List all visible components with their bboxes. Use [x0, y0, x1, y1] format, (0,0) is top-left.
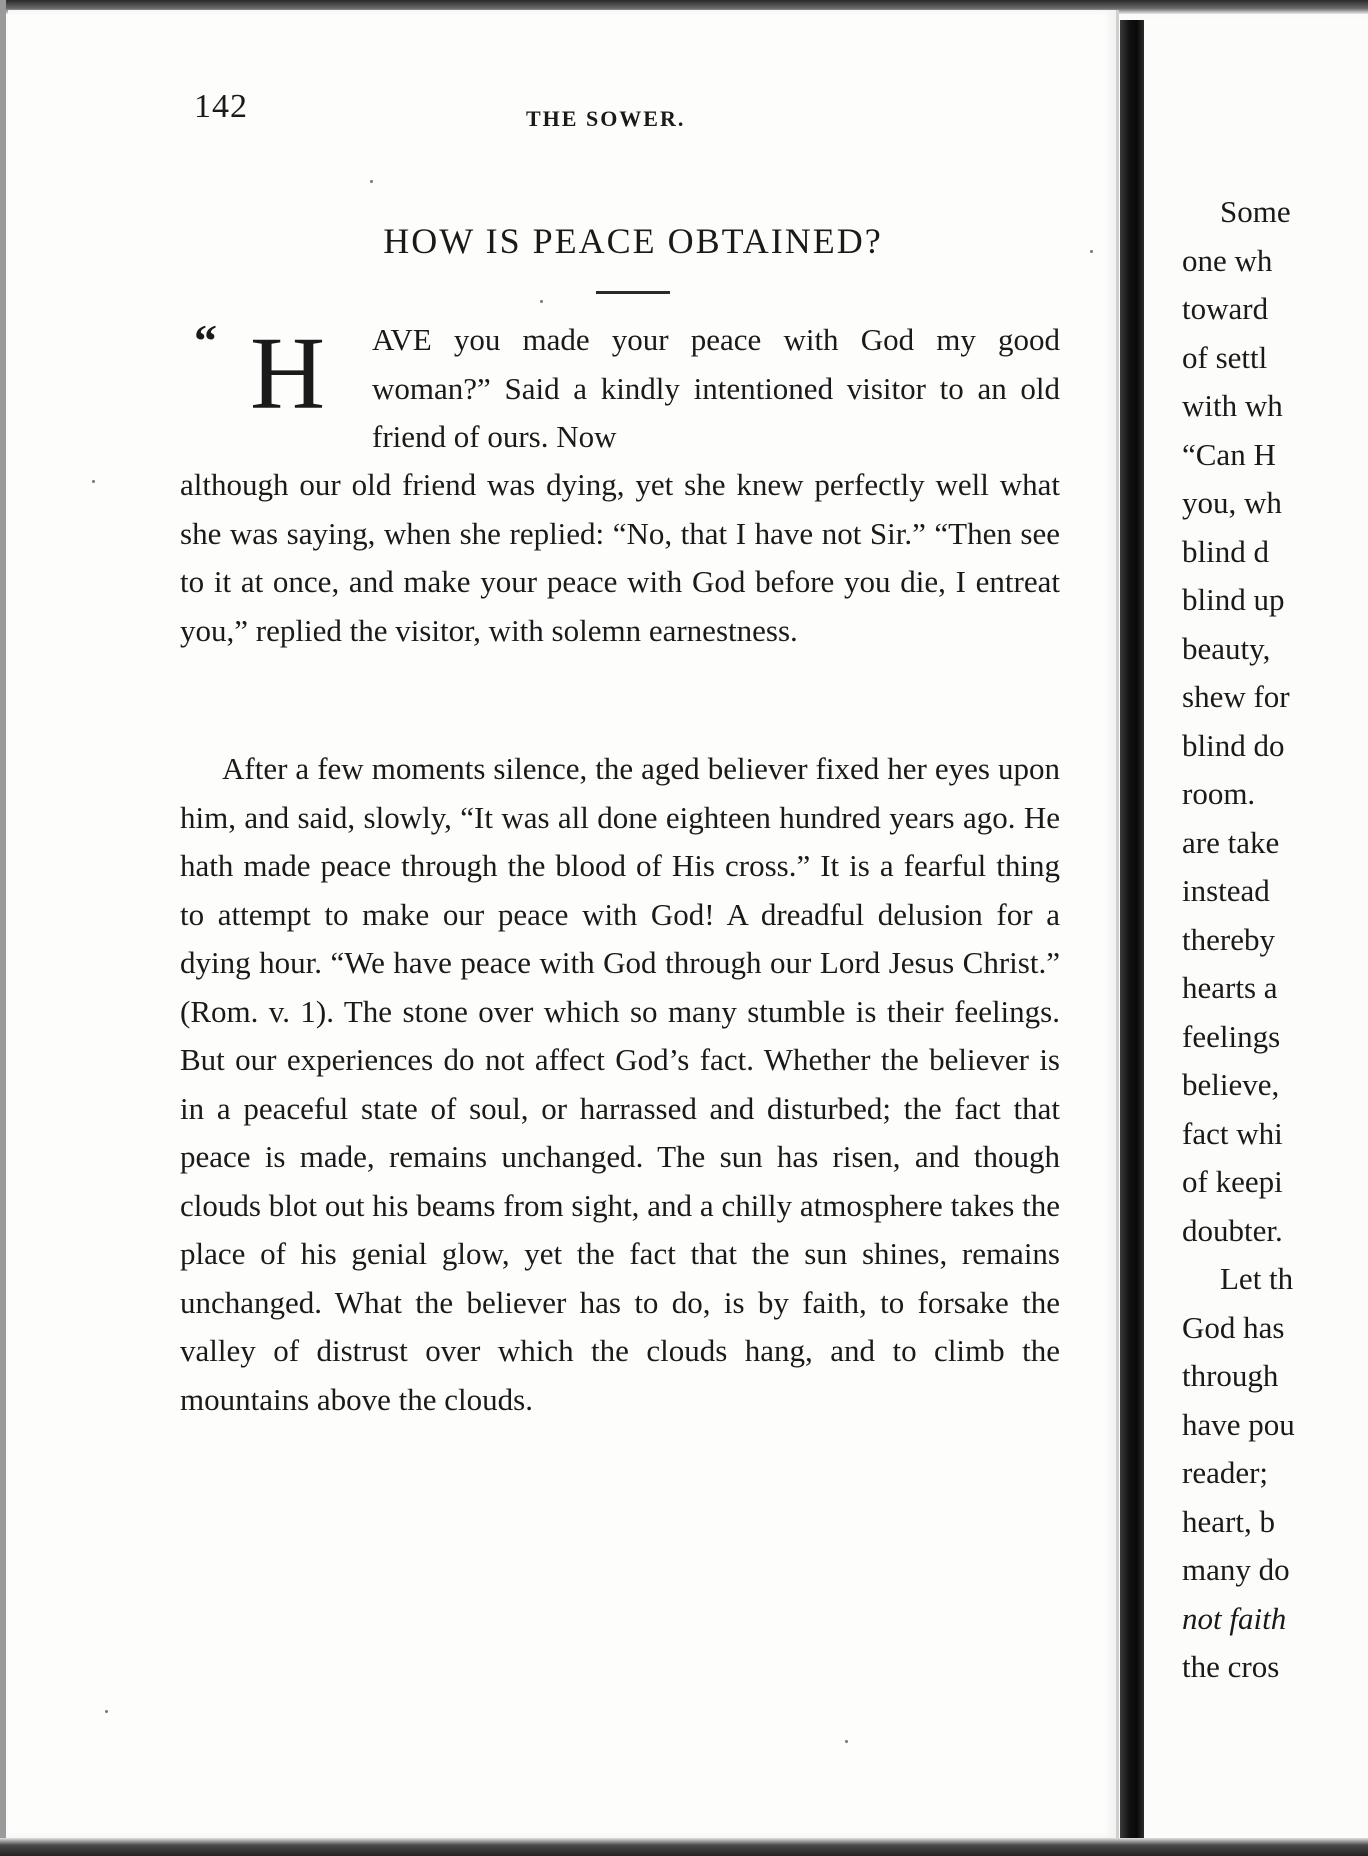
right-line: thereby — [1182, 921, 1275, 957]
right-line: Some — [1220, 194, 1291, 229]
right-line: you, wh — [1182, 485, 1282, 520]
right-line: doubter. — [1182, 1212, 1283, 1248]
right-line: blind d — [1182, 533, 1269, 569]
paragraph-1-continuation: although our old friend was dying, yet she knew perfectly well what she was saying, when she replied: “No, that I have not Sir.” “Then see to it at once, and make your peace with God before you die, I entreat you,” replied the visitor, with solemn earnestness. — [180, 467, 1060, 648]
scan-speck — [1090, 250, 1093, 253]
right-line: God has — [1182, 1309, 1285, 1345]
scan-speck — [92, 480, 95, 483]
right-line: are take — [1182, 824, 1280, 860]
right-line: feelings — [1182, 1018, 1281, 1054]
right-line: through — [1182, 1358, 1279, 1393]
italic-fragment: not faith — [1182, 1600, 1287, 1636]
paragraph-1-opening-lines: AVE you made your peace with God my good woman?” Said a kindly intentioned visitor to an old friend of ours. Now — [372, 322, 1060, 454]
right-line: “Can H — [1182, 436, 1276, 472]
right-line: the cros — [1182, 1649, 1280, 1684]
right-line: reader; — [1182, 1455, 1269, 1490]
right-line: one wh — [1182, 242, 1273, 278]
right-line: of settl — [1182, 339, 1268, 375]
right-line: shew for — [1182, 679, 1290, 714]
page-number: 142 — [194, 88, 248, 125]
right-line: have pou — [1182, 1406, 1295, 1442]
right-line-italic — [1182, 1595, 1368, 1644]
right-line: blind up — [1182, 582, 1285, 617]
scan-speck — [370, 180, 373, 183]
paragraph-2: After a few moments silence, the aged believer fixed her eyes upon him, and said, slowly, “It was all done eighteen hundred years ago. He hath made peace through the blood of His cross.” It is a fearful thing to attempt to make our peace with God! A dreadful delusion for a dying hour. “We have peace with God through our Lord Jesus Christ.” (Rom. v. 1). The stone over which so many stumble is their feelings. But our experiences do not affect God’s fact. Whether the believer is in a peaceful state of soul, or harrassed and disturbed; the fact that peace is made, remains unchanged. The sun has risen, and though clouds blot out his beams from sight, and a chilly atmosphere takes the place of his genial glow, yet the fact that the sun shines, remains unchanged. What the believer has to do, is by faith, to forsake the valley of distrust over which the clouds hang, and to climb the mountains above the clouds. — [180, 751, 1060, 1417]
book-gutter — [1120, 20, 1144, 1856]
right-line: beauty, — [1182, 630, 1271, 666]
scan-edge-bottom — [0, 1838, 1368, 1856]
article-title: HOW IS PEACE OBTAINED? — [383, 221, 883, 261]
right-line: of keepi — [1182, 1164, 1283, 1199]
drop-cap: H — [250, 316, 326, 431]
right-line: room. — [1182, 776, 1256, 811]
opening-quote-mark: “ — [194, 315, 217, 366]
right-line: heart, b — [1182, 1503, 1275, 1539]
right-page-text-fragments — [1182, 188, 1368, 1692]
right-line: with wh — [1182, 388, 1283, 423]
title-rule-divider — [596, 291, 670, 294]
right-line: blind do — [1182, 727, 1285, 763]
scan-edge-left — [0, 0, 6, 1856]
right-line: toward — [1182, 291, 1269, 326]
right-line: believe, — [1182, 1067, 1280, 1102]
right-line: hearts a — [1182, 970, 1278, 1005]
scan-speck — [105, 1710, 108, 1713]
running-head: THE SOWER. — [526, 106, 686, 131]
scan-speck — [845, 1740, 848, 1743]
right-page — [1144, 20, 1368, 1840]
right-line: fact whi — [1182, 1115, 1283, 1151]
right-line: instead — [1182, 873, 1270, 908]
right-line: many do — [1182, 1552, 1290, 1587]
scan-speck — [540, 300, 543, 303]
right-line: Let th — [1220, 1261, 1294, 1296]
